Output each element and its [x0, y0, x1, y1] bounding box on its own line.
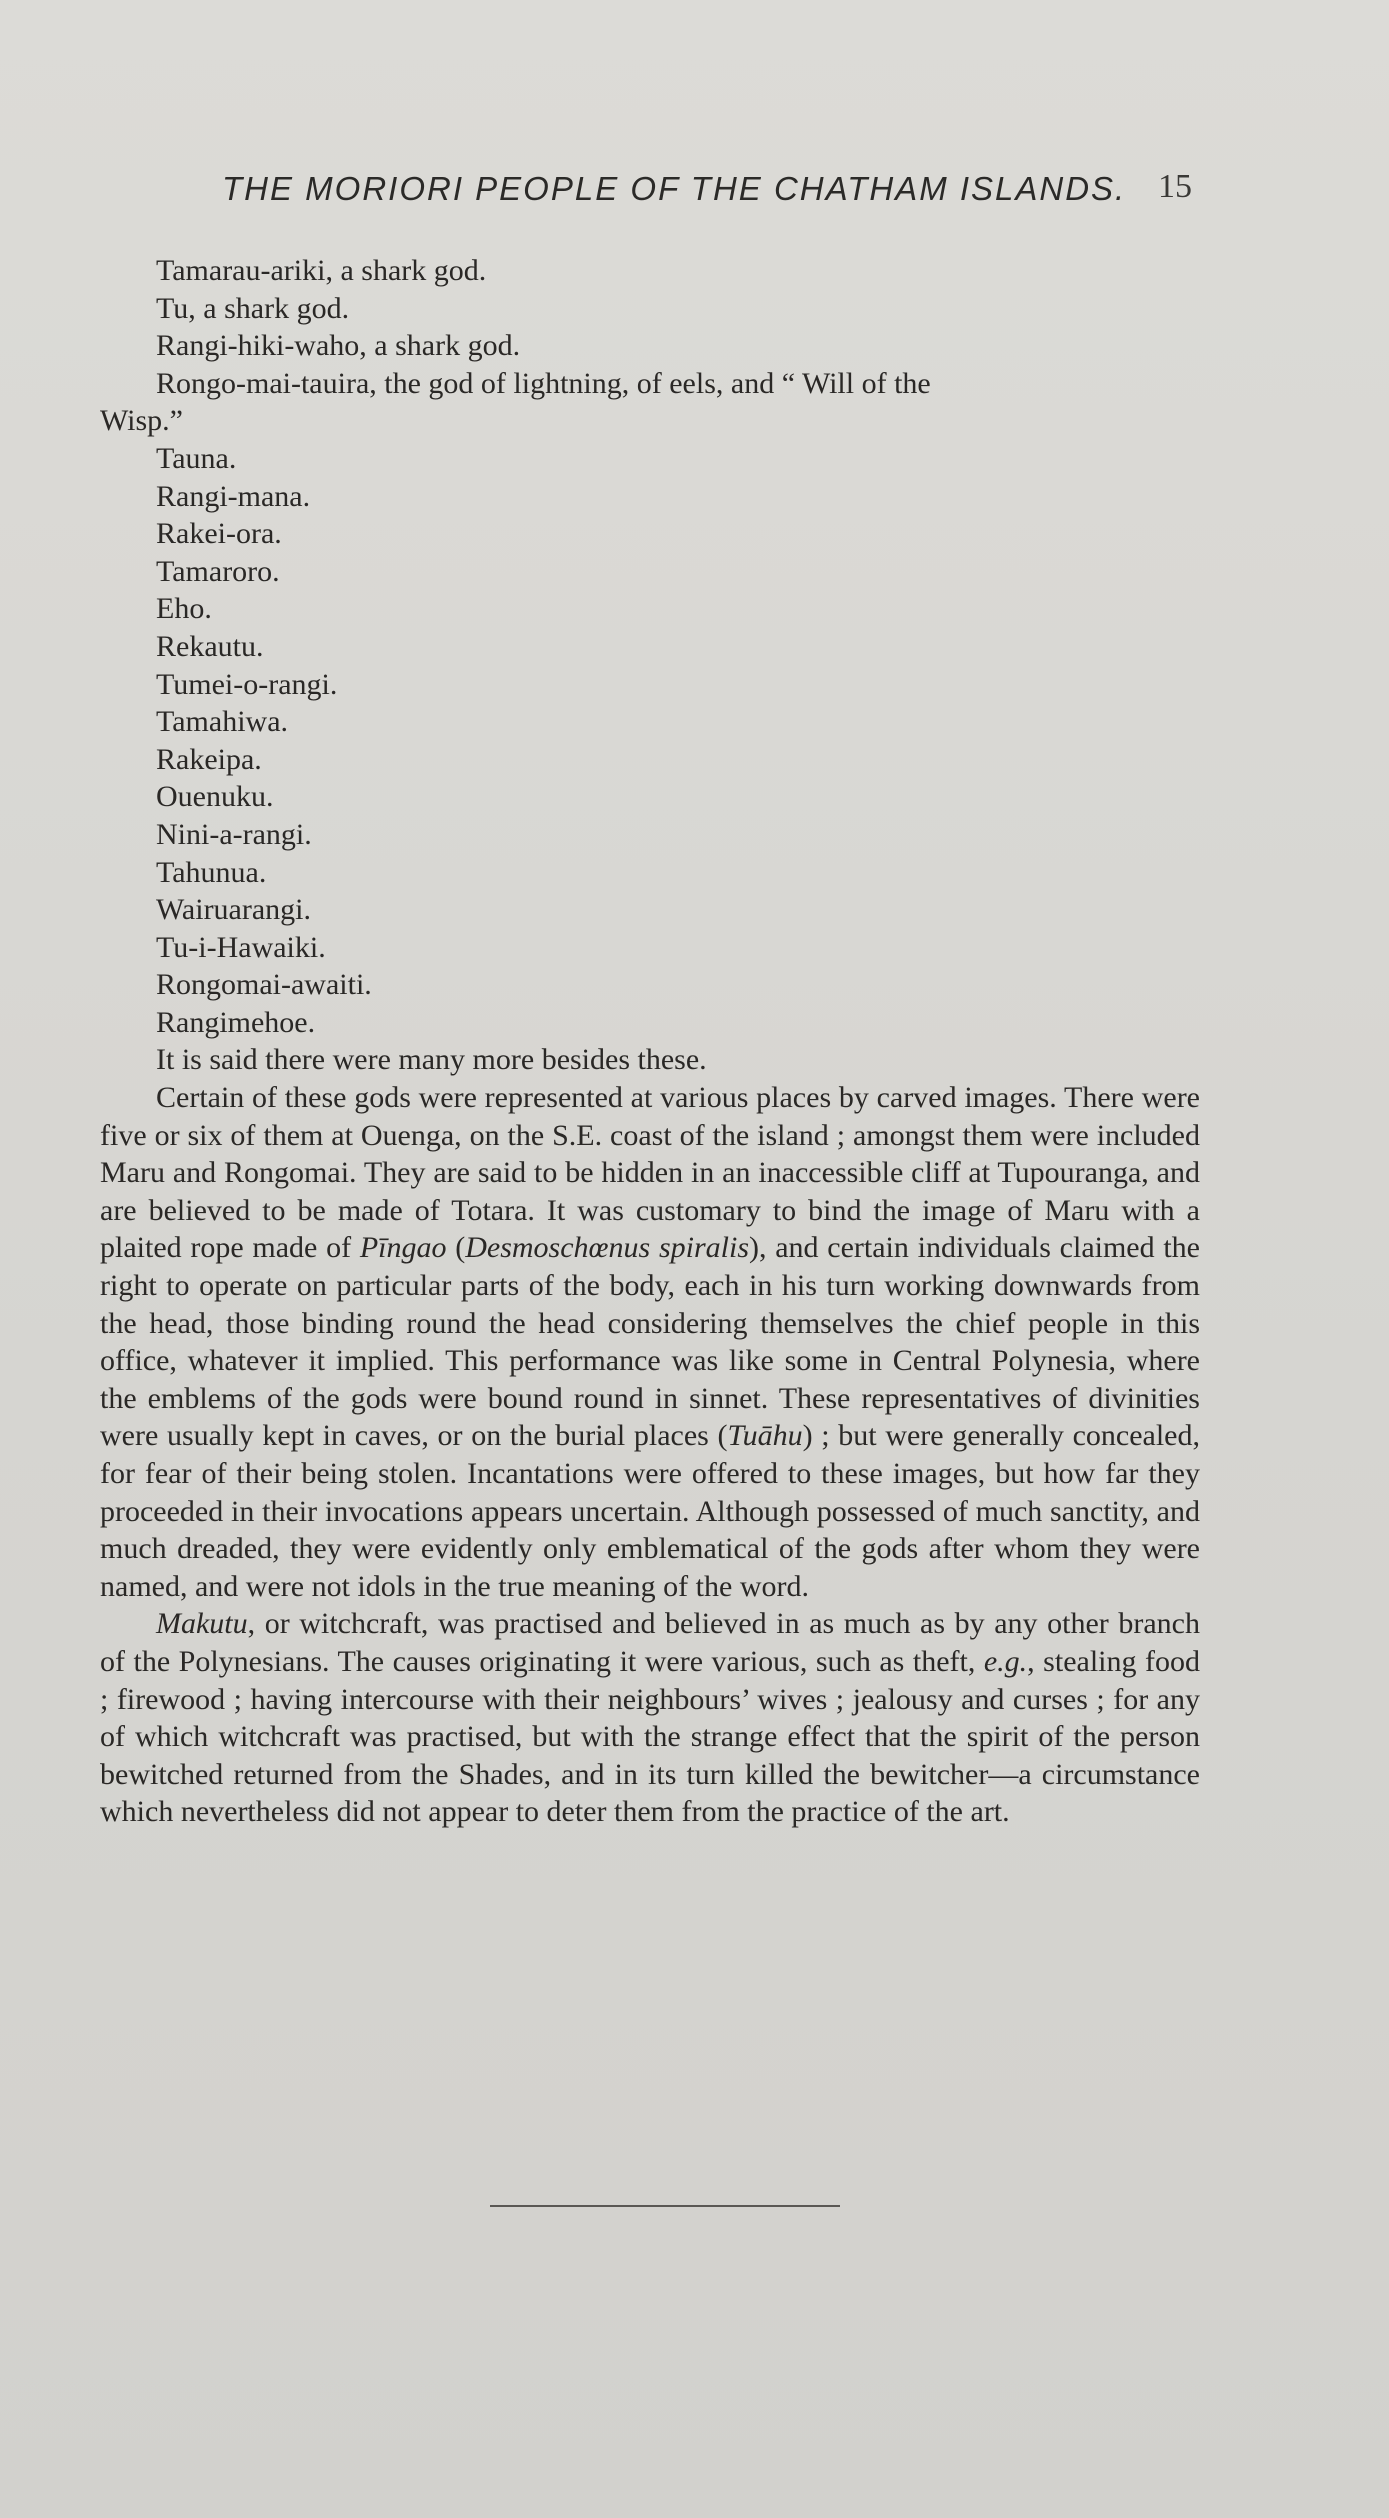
- list-item: Tu-i-Hawaiki.: [156, 930, 326, 964]
- rongo-first-line: Rongo-mai-tauira, the god of lightning, of eels, and “ Will of the: [156, 366, 931, 400]
- list-item: Rangimehoe.: [156, 1005, 316, 1039]
- list-item: Rongomai-awaiti.: [156, 968, 372, 1002]
- paragraph-text: (: [446, 1231, 466, 1265]
- list-item: Rangi-hiki-waho, a shark god.: [156, 329, 521, 363]
- list-item: Tamaroro.: [156, 554, 280, 588]
- list-item: Wairuarangi.: [156, 893, 312, 927]
- list-item: Tumei-o-rangi.: [156, 667, 338, 701]
- paragraph-carved-images: [100, 1079, 1200, 1605]
- paragraph-text: ), and certain individuals claimed the right to operate on particular parts of the body, each in his turn working downwards from the head, those binding round the head considering themselves the chief people in this office, whatever it implied. This performance was like some in Central Polynesia, where the emblems of the gods were bound round in sinnet. These representatives of divinities were usually kept in caves, or on the burial places (: [100, 1231, 1201, 1453]
- list-item: Rekautu.: [156, 629, 264, 663]
- list-item: Rakeipa.: [156, 742, 262, 776]
- list-item: Ouenuku.: [156, 780, 274, 814]
- list-item: Rangi-mana.: [156, 479, 311, 513]
- italic-term: Tuāhu: [727, 1419, 803, 1453]
- section-end-rule: [490, 2205, 840, 2207]
- list-closing-line: It is said there were many more besides these.: [156, 1043, 707, 1077]
- italic-term: Desmoschœnus spiralis: [465, 1231, 749, 1265]
- list-item: Nini-a-rangi.: [156, 817, 312, 851]
- list-item-rongo: [100, 365, 1200, 440]
- list-item: Rakei-ora.: [156, 517, 282, 551]
- list-item: Eho.: [156, 592, 212, 626]
- italic-term: e.g.: [983, 1644, 1028, 1678]
- paragraph-makutu: [100, 1605, 1200, 1831]
- list-item: Tamahiwa.: [156, 705, 289, 739]
- list-item: Tamarau-ariki, a shark god.: [156, 254, 487, 287]
- paragraph-text: ) ; but were generally concealed, for fear of their being stolen. Incantations were offered to these images, but how far they proceeded in their invocations appears uncertain. Although possessed of much sanctity, and much dreaded, they were evidently only emblematical of the gods after whom they were named, and were not idols in the true meaning of the word.: [100, 1419, 1201, 1603]
- paragraph-text: , or witchcraft, was practised and believed in as much as by any other branch of the Polynesians. The causes originating it were various, such as theft,: [100, 1607, 1200, 1678]
- list-item: Tauna.: [156, 441, 237, 475]
- paragraph-text: , stealing food ; firewood ; having intercourse with their neighbours’ wives ; jealousy and curses ; for any of which witchcraft was practised, but with the strange effect that the spirit of the person bewitched returned from the Shades, and in its turn killed the bewitcher—a circumstance which nevertheless did not appear to deter them from the practice of the art.: [100, 1644, 1200, 1829]
- italic-term: Pīngao: [359, 1231, 447, 1265]
- running-title: THE MORIORI PEOPLE OF THE CHATHAM ISLANDS.: [222, 170, 1127, 207]
- list-item: Tahunua.: [156, 855, 267, 889]
- body-text: [100, 252, 1200, 1831]
- list-item: Tu, a shark god.: [156, 291, 350, 325]
- page-number: 15: [1158, 168, 1192, 205]
- paragraph-text: Certain of these gods were represented at various places by carved images. There were five or six of them at Ouenga, on the S.E. coast of the island ; amongst them were included Maru and Rongomai. They are said to be hidden in an inaccessible cliff at Tupouranga, and are believed to be made of Totara. It was customary to bind the image of Maru with a plaited rope made of: [100, 1081, 1200, 1265]
- italic-term: Makutu: [156, 1607, 248, 1641]
- rongo-continuation: Wisp.”: [100, 404, 183, 438]
